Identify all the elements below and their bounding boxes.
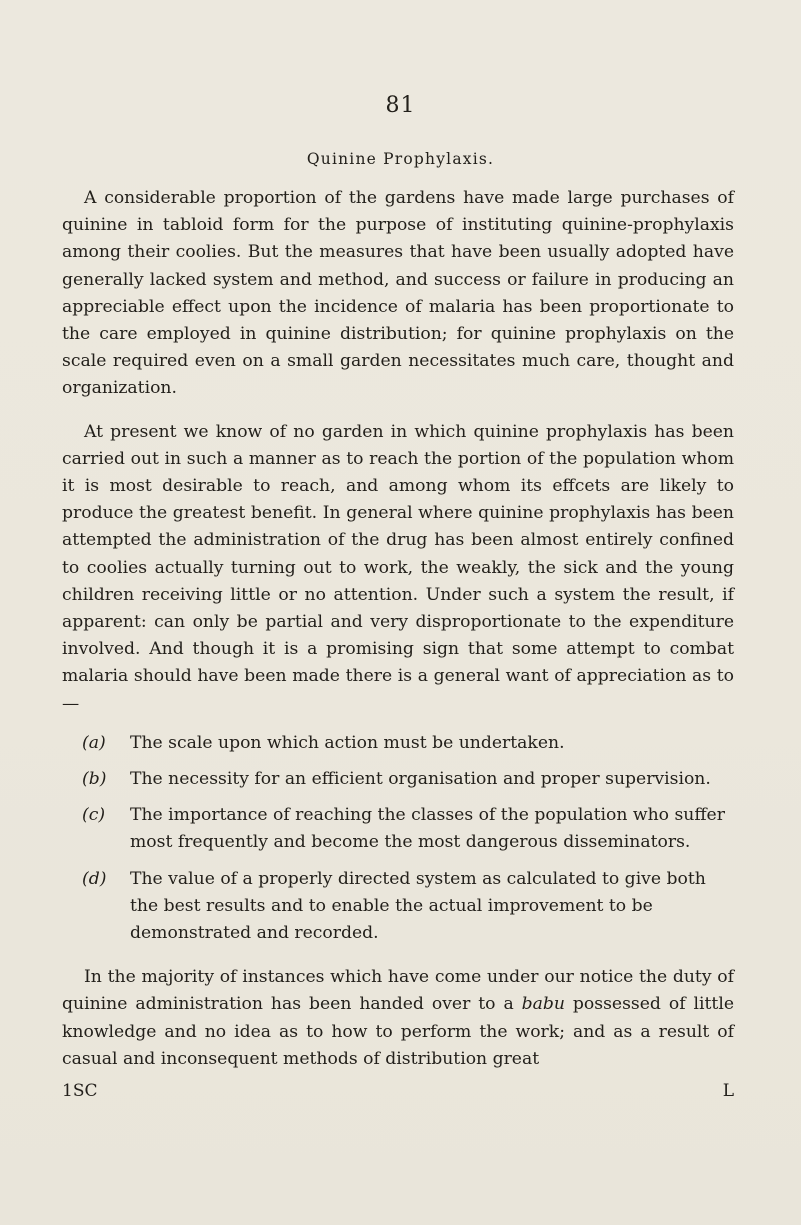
page-number: 81: [385, 93, 416, 118]
list-item: [62, 866, 734, 948]
italic-term: babu: [521, 994, 565, 1015]
footer-signature-left: 1SC: [62, 1081, 98, 1101]
paragraph-2: At present we know of no garden in which quinine prophylaxis has been carried out in such a manner as to reach the portion of the population whom it is most desirable to reach, and among whom its effcets are likely to produce the greatest benefit. In general where quinine prophylaxis has been attempted the administration of the drug has been almost entirely confined to coolies actually turning out to work, the weakly, the sick and the young children receiving little or no attention. Under such a system the result, if apparent: can only be partial and very disproportionate to the expenditure involved. And though it is a promising sign that some attempt to combat malaria should have been made there is a general want of appreciation as to—: [62, 421, 734, 714]
list-marker: (b): [82, 769, 107, 790]
list-item: [62, 766, 734, 793]
list-item-text: The importance of reaching the classes of the population who suffer most frequently and become the most dangerous disseminators.: [130, 805, 725, 853]
list-item: [62, 802, 734, 856]
list-item-text: The value of a properly directed system as calculated to give both the best results and to enable the actual improvement to be demonstrated and recorded.: [130, 868, 706, 944]
footer-signature-right: L: [722, 1081, 734, 1101]
paragraph-3: [62, 964, 734, 1073]
list-marker: (c): [82, 805, 106, 826]
paragraph-3-end: possessed of little knowledge and no idea as to how to perform the work; and as a result of casual and inconsequent methods of distribution great: [62, 994, 734, 1069]
list-marker: (d): [82, 868, 107, 889]
list-item: [62, 730, 734, 757]
paragraph-3-start: In the majority of instances which have come under our notice the duty of quinine administration has been handed over to a: [62, 967, 734, 1015]
paragraph-1: A considerable proportion of the gardens have made large purchases of quinine in tabloid form for the purpose of instituting quinine-prophylaxis among their coolies. But the measures that have been usually adopted have generally lacked system and method, and success or failure in producing an appreciable effect upon the incidence of malaria has been proportionate to the care employed in quinine distribution; for quinine prophylaxis on the scale required even on a small garden necessitates much care, thought and organization.: [62, 188, 734, 399]
list-item-text: The scale upon which action must be undertaken.: [130, 732, 565, 753]
list-marker: (a): [82, 732, 106, 753]
section-title: Quinine Prophylaxis.: [306, 150, 495, 168]
page-footer: [62, 1081, 734, 1101]
body-text: [62, 185, 734, 1073]
enumerated-list: [62, 730, 734, 947]
list-item-text: The necessity for an efficient organisation and proper supervision.: [130, 769, 711, 790]
